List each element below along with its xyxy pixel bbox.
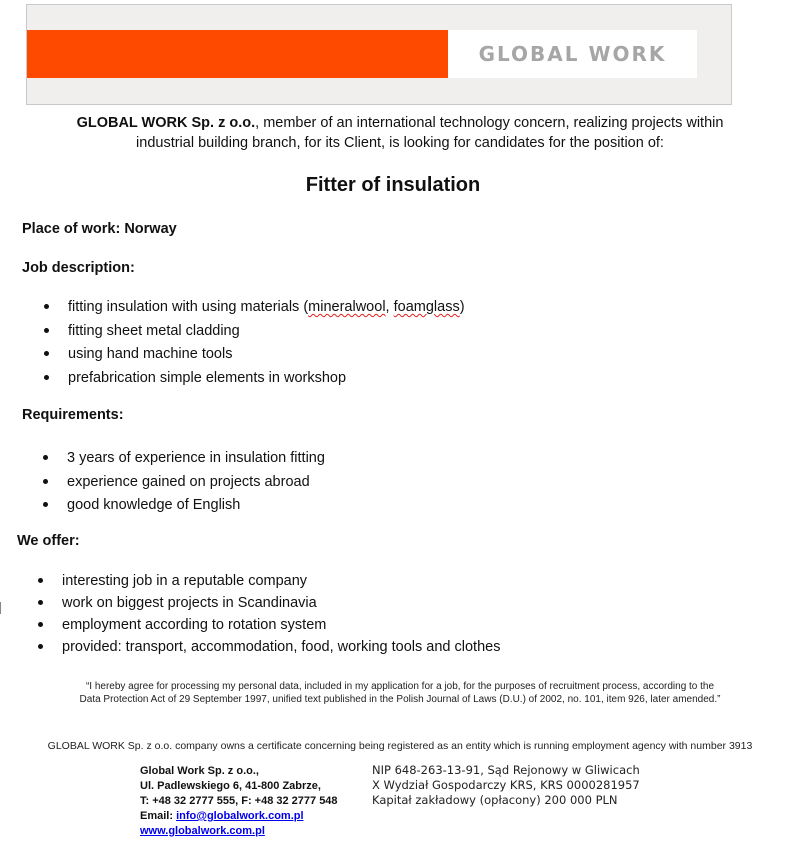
spellcheck-word: foamglass: [393, 299, 460, 315]
job-description-list: [44, 297, 465, 391]
contact-block: [140, 764, 338, 839]
list-item: fitting insulation with using materials (mineralwool, foamglass): [44, 297, 465, 321]
orange-bar: [27, 30, 448, 78]
requirements-list: [43, 448, 325, 519]
list-item: 3 years of experience in insulation fitting: [43, 448, 325, 472]
krs-line: X Wydział Gospodarczy KRS, KRS 0000281957: [372, 778, 640, 792]
company-name: GLOBAL WORK Sp. z o.o.: [76, 115, 256, 131]
list-item: using hand machine tools: [44, 344, 465, 368]
data-consent-clause: “I hereby agree for processing my personal data, included in my application for a job, for the purposes of recruitment process, according to the Data Protection Act of 29 September 1997, unified text published in the Polish Journal of Laws (D.U.) of 2002, no. 101, item 926, later amended.”: [79, 681, 721, 705]
list-item: fitting sheet metal cladding: [44, 321, 465, 345]
capital-line: Kapitał zakładowy (opłacony) 200 000 PLN: [372, 793, 618, 807]
email-link[interactable]: info@globalwork.com.pl: [176, 810, 304, 822]
job-title: Fitter of insulation: [305, 174, 481, 196]
offer-heading: We offer:: [17, 533, 80, 549]
margin-marker: [0, 602, 1, 614]
list-item: good knowledge of English: [43, 495, 325, 519]
header-banner: [26, 4, 732, 105]
nip-line: NIP 648-263-13-91, Sąd Rejonowy w Gliwicach: [372, 763, 640, 777]
registration-block: [372, 763, 640, 808]
contact-name: Global Work Sp. z o.o.,: [140, 765, 259, 777]
intro-line2: industrial building branch, for its Client, is looking for candidates for the position of:: [136, 135, 664, 151]
list-item: experience gained on projects abroad: [43, 472, 325, 496]
logo-text: GLOBAL WORK: [478, 42, 667, 66]
requirements-heading: Requirements:: [22, 407, 124, 423]
place-of-work: Place of work: Norway: [22, 221, 177, 237]
website-link[interactable]: www.globalwork.com.pl: [140, 825, 265, 837]
list-item: work on biggest projects in Scandinavia: [38, 593, 500, 615]
logo: [448, 30, 697, 78]
contact-email-row: Email: info@globalwork.com.pl: [140, 810, 304, 822]
contact-address: Ul. Padlewskiego 6, 41-800 Zabrze,: [140, 780, 321, 792]
list-item: prefabrication simple elements in workshop: [44, 368, 465, 392]
spellcheck-word: mineralwool: [308, 299, 386, 315]
list-item: employment according to rotation system: [38, 615, 500, 637]
intro-line1: , member of an international technology concern, realizing projects within: [255, 115, 724, 131]
certificate-note: GLOBAL WORK Sp. z o.o. company owns a certificate concerning being registered as an entity which is running employment agency with number 3913: [47, 740, 753, 752]
contact-phone: T: +48 32 2777 555, F: +48 32 2777 548: [140, 795, 338, 807]
list-item: provided: transport, accommodation, food, working tools and clothes: [38, 637, 500, 659]
job-description-heading: Job description:: [22, 260, 135, 276]
list-item: interesting job in a reputable company: [38, 571, 500, 593]
intro-paragraph: [0, 113, 800, 153]
offer-list: [38, 571, 500, 659]
